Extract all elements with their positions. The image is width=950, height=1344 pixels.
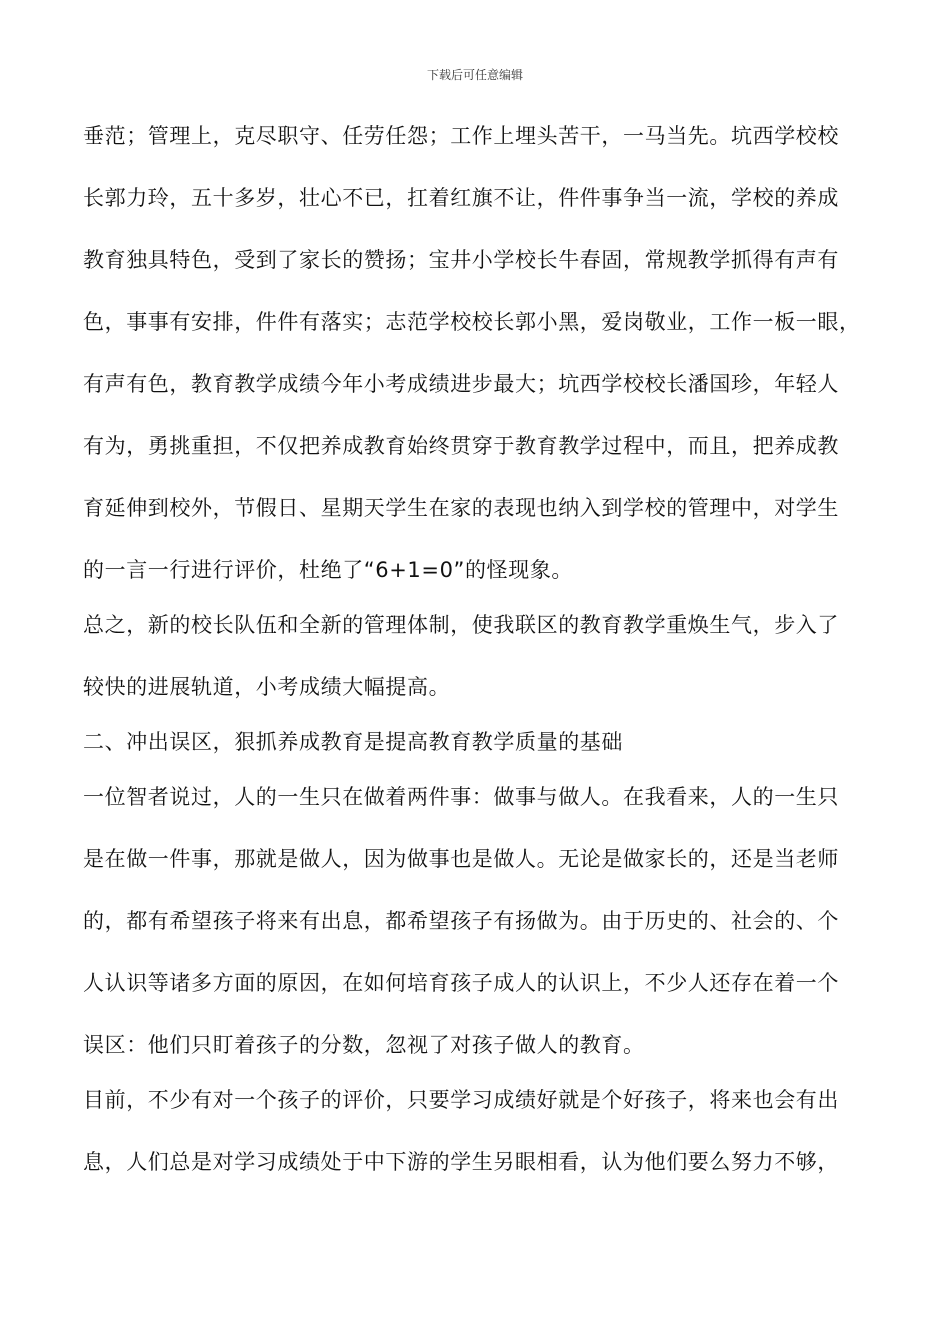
text-line: 一位智者说过，人的一生只在做着两件事：做事与做人。在我看来，人的一生只	[83, 785, 839, 809]
text-line: 长郭力玲，五十多岁，壮心不已，扛着红旗不让，件件事争当一流，学校的养成	[83, 186, 839, 210]
text-line: 较快的进展轨道，小考成绩大幅提高。	[83, 675, 451, 699]
text-line: 息，人们总是对学习成绩处于中下游的学生另眼相看，认为他们要么努力不够，	[83, 1150, 839, 1174]
text-line: 育延伸到校外，节假日、星期天学生在家的表现也纳入到学校的管理中，对学生	[83, 496, 839, 520]
document-body	[83, 116, 883, 1204]
text-line: 总之，新的校长队伍和全新的管理体制，使我联区的教育教学重焕生气，步入了	[83, 613, 839, 637]
text-line: 垂范；管理上，克尽职守、任劳任怨；工作上埋头苦干，一马当先。坑西学校校	[83, 124, 839, 148]
section-heading: 二、冲出误区，狠抓养成教育是提高教育教学质量的基础	[83, 730, 623, 754]
text-line: 有声有色，教育教学成绩今年小考成绩进步最大；坑西学校校长潘国珍，年轻人	[83, 372, 839, 396]
text-line: 目前，不少有对一个孩子的评价，只要学习成绩好就是个好孩子，将来也会有出	[83, 1088, 839, 1112]
text-line: 有为，勇挑重担，不仅把养成教育始终贯穿于教育教学过程中，而且，把养成教	[83, 434, 839, 458]
text-line: 是在做一件事，那就是做人，因为做事也是做人。无论是做家长的，还是当老师	[83, 847, 839, 871]
text-line: 的，都有希望孩子将来有出息，都希望孩子有扬做为。由于历史的、社会的、个	[83, 909, 839, 933]
text-line: 色，事事有安排，件件有落实；志范学校校长郭小黑，爱岗敬业，工作一板一眼，	[83, 310, 861, 334]
text-line: 人认识等诸多方面的原因，在如何培育孩子成人的认识上，不少人还存在着一个	[83, 971, 839, 995]
text-line: 的一言一行进行评价，杜绝了“6+1=0”的怪现象。	[83, 558, 574, 582]
page-header: 下载后可任意编辑	[426, 68, 523, 82]
text-line: 教育独具特色，受到了家长的赞扬；宝井小学校长牛春固，常规教学抓得有声有	[83, 248, 839, 272]
text-line: 误区：他们只盯着孩子的分数，忽视了对孩子做人的教育。	[83, 1033, 645, 1057]
